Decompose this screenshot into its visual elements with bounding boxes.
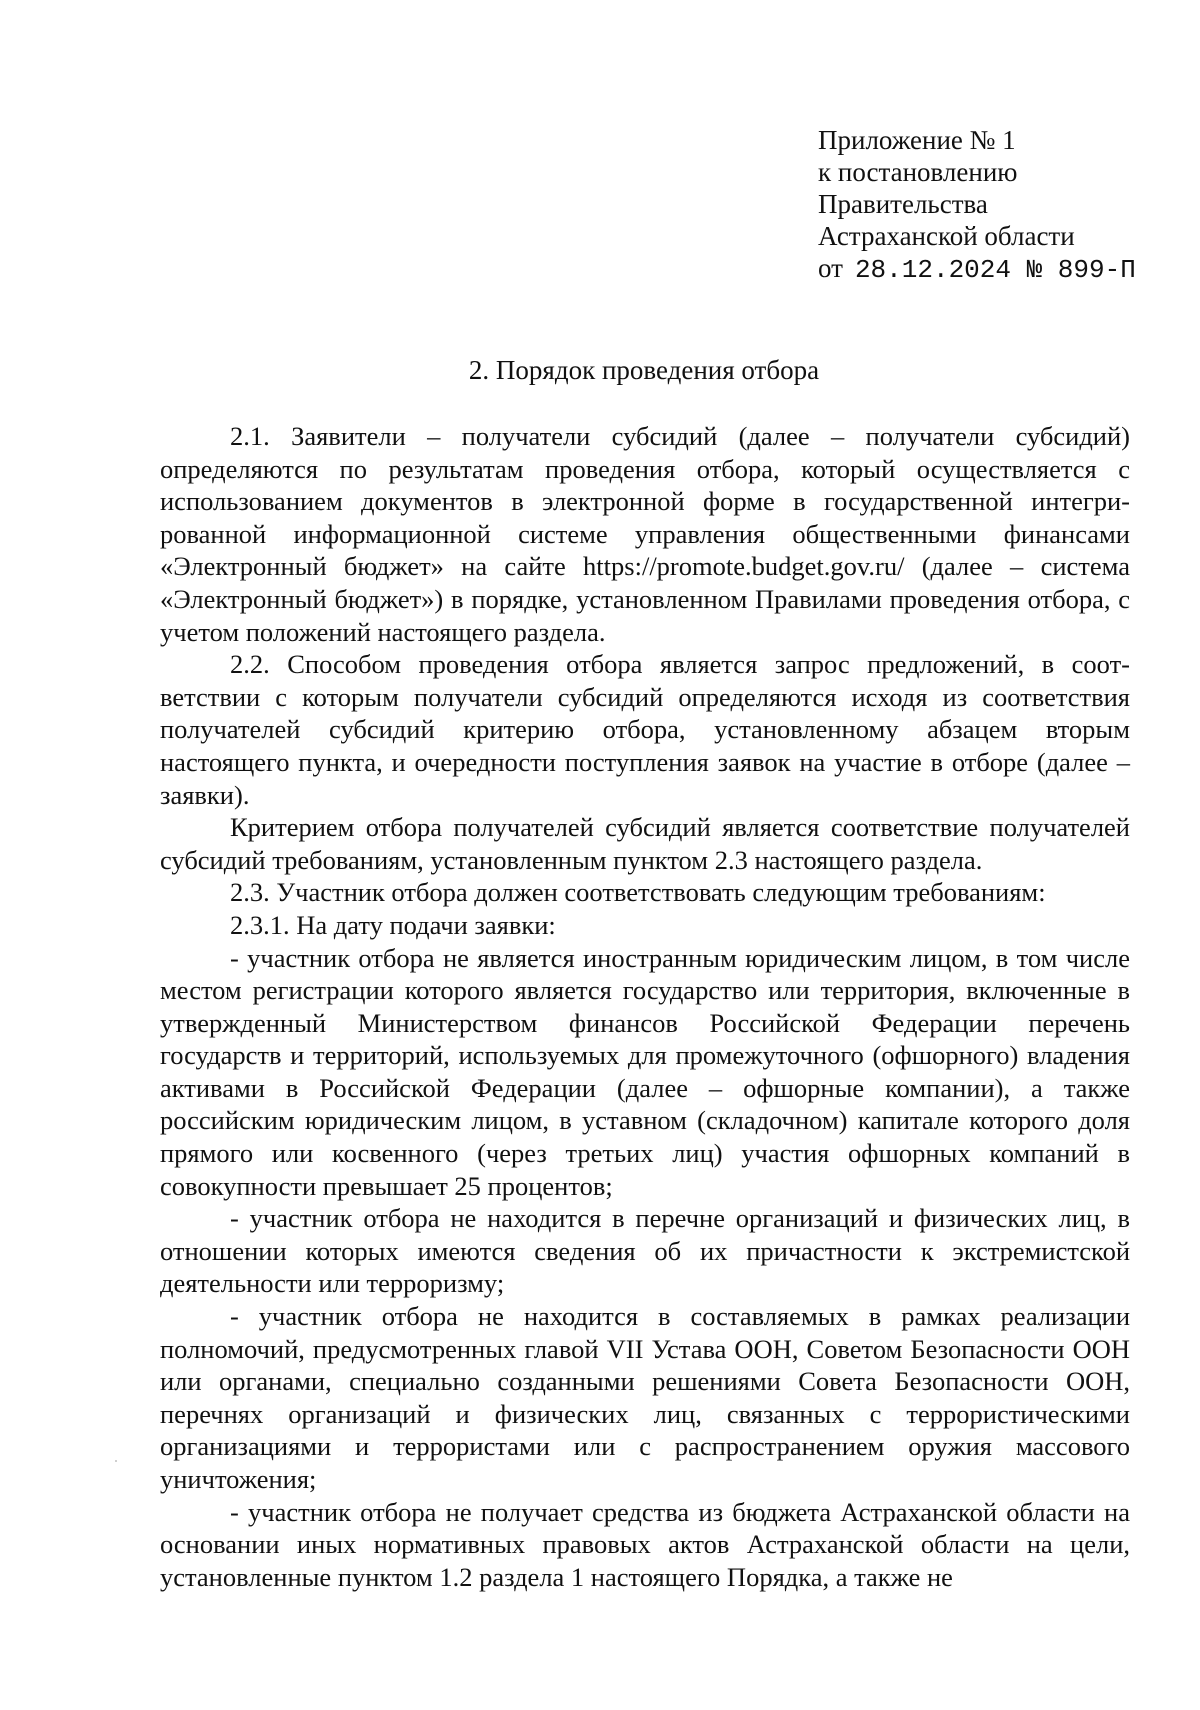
list-item-offshore: - участник отбора не является иностранным юридическим лицом, в том числе местом регистрации которого является государство или территория, включенные в утвержденный Министерством финансов Российской Федерации перечень государств и территорий, используемых для промежуточного (офшорного) владения активами в Российской Федерации (далее – офшорные компании), а также российским юридическим лицом, в уставном (складочном) капитале которого доля прямого или косвенного (через третьих лиц) участия офшорных компаний в совокупности превышает 25 процентов; bbox=[160, 942, 1130, 1201]
list-item-budget-funds: - участник отбора не получает средства из бюджета Астраханской области на основании иных нормативных правовых актов Астраханской области на цели, установленные пунктом 1.2 раздела 1 настоящего Порядка, а также не bbox=[160, 1496, 1130, 1592]
paragraph-2-3-1: 2.3.1. На дату подачи заявки: bbox=[230, 909, 556, 940]
paragraph-2-3: 2.3. Участник отбора должен соответствовать следующим требованиям: bbox=[230, 877, 1046, 908]
paragraph-2-2: 2.2. Способом проведения отбора является запрос предложений, в соответствии с которым получатели субсидий определяются исходя из соответствия получателей субсидий критерию отбора, установленному абзацем вторым настоящего пункта, и очередности поступления заявок на участие в отборе (далее – заявки). bbox=[160, 649, 1130, 810]
appendix-date-line bbox=[818, 252, 1136, 286]
section-title: 2. Порядок проведения отбора bbox=[468, 355, 820, 385]
appendix-ref: к постановлению bbox=[818, 157, 1018, 187]
resolution-date-number: 28.12.2024 № 899-П bbox=[854, 255, 1136, 285]
paragraph-criterion: Критерием отбора получателей субсидий является соответствие получателей субсидий требованиям, установленным пунктом 2.3 настоящего раздела. bbox=[160, 812, 1130, 875]
appendix-header bbox=[818, 124, 1136, 286]
date-prefix: от bbox=[818, 253, 843, 283]
list-item-un-sanctions: - участник отбора не находится в составляемых в рамках реализации полномочий, предусмотренных главой VII Устава ООН, Советом Безопасности ООН или органами, специально созданными решениями Совета Безопасности ООН, перечнях организаций и физических лиц, связанных с террористическими организациями и террористами или с распространением оружия массового уничтожения; bbox=[160, 1301, 1130, 1494]
scan-speck bbox=[115, 1460, 117, 1462]
appendix-region: Астраханской области bbox=[818, 221, 1075, 251]
appendix-number: Приложение № 1 bbox=[818, 125, 1016, 155]
list-item-extremism: - участник отбора не находится в перечне организаций и физических лиц, в отношении которых имеются сведения об их причастности к экстремистской деятельности или терроризму; bbox=[160, 1203, 1130, 1299]
paragraph-2-1: 2.1. Заявители – получатели субсидий (далее – получатели субсидий) определяются по результатам проведения отбора, который осуществляется с использованием документов в электронной форме в государственной интегрированной информационной системе управления общественными финансами «Электронный бюджет» на сайте https://promote.budget.gov.ru/ (далее – система «Электронный бюджет») в порядке, установленном Правилами проведения отбора, с учетом положений настоящего раздела. bbox=[160, 421, 1130, 647]
document-body bbox=[160, 420, 1130, 1593]
appendix-issuer: Правительства bbox=[818, 189, 988, 219]
